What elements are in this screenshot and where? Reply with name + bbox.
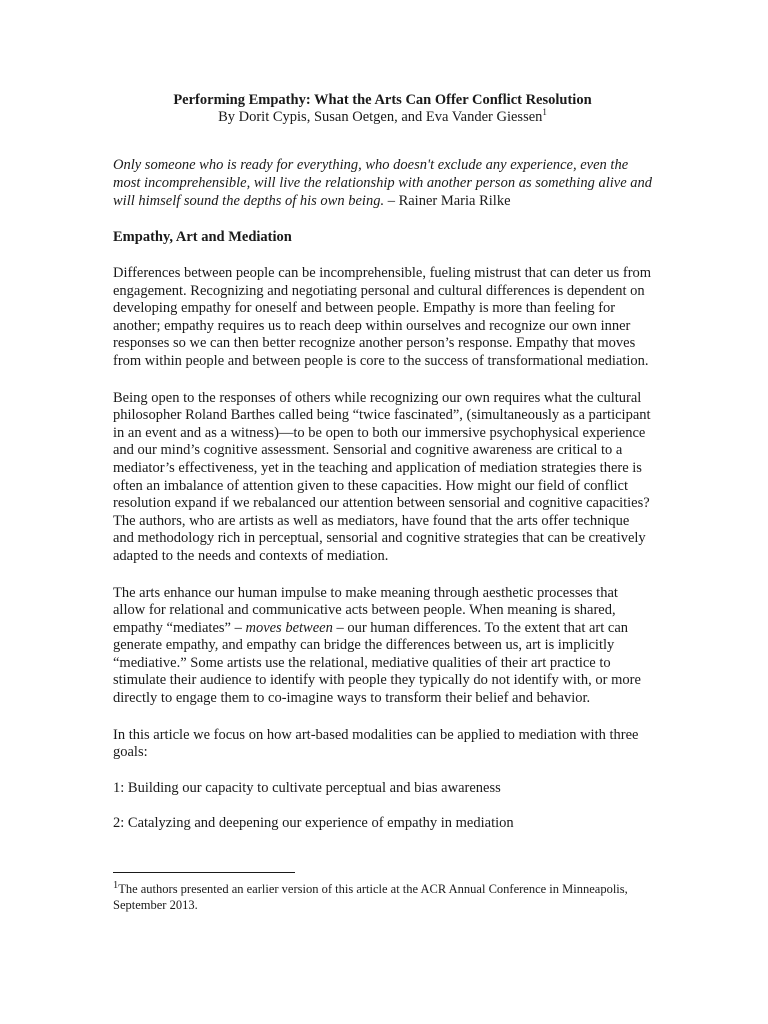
footnote-text: The authors presented an earlier version of this article at the ACR Annual Conference in Minneapolis, September 2013. xyxy=(113,882,628,913)
paragraph-3-text: The arts enhance our human impulse to make meaning through aesthetic processes that allow for relational and communicative acts between people. When meaning is shared, empathy “mediates” – xyxy=(113,584,618,636)
epigraph-quote: Only someone who is ready for everything, who doesn't exclude any experience, even the most incomprehensible, will live the relationship with another person as something alive and will himself sound the depths of his own being. xyxy=(113,157,652,209)
paragraph-4: In this article we focus on how art-based modalities can be applied to mediation with three goals: xyxy=(113,726,639,761)
byline-authors: By Dorit Cypis, Susan Oetgen, and Eva Vander Giessen xyxy=(218,109,543,125)
paragraph-3-text-cont: – our human differences. To the extent that art can generate empathy, and empathy can bridge the differences between us, art is implicitly “mediative.” Some artists use the relational, mediative qualities of their art practice to stimulate their audience to identify with people they typically do not identify with, or more directly to engage them to co-imagine ways to transform their belief and behavior. xyxy=(113,619,641,707)
goal-item: 2: Catalyzing and deepening our experience of empathy in mediation xyxy=(113,815,514,832)
document-title: Performing Empathy: What the Arts Can Offer Conflict Resolution xyxy=(173,92,592,108)
section-heading: Empathy, Art and Mediation xyxy=(113,229,292,245)
goal-item: 1: Building our capacity to cultivate perceptual and bias awareness xyxy=(113,779,501,796)
epigraph-attribution: – Rainer Maria Rilke xyxy=(384,193,511,209)
paragraph-2: Being open to the responses of others while recognizing our own requires what the cultural philosopher Roland Barthes called being “twice fascinated”, (simultaneously as a participant in an event and as a witness)—to be open to both our immersive psychophysical experience and our mind’s cognitive assessment. Sensorial and cognitive awareness are critical to a mediator’s effectiveness, yet in the teaching and application of mediation strategies there is often an imbalance of attention given to these capacities. How might our field of conflict resolution expand if we rebalanced our attention between sensorial and cognitive capacities? The authors, who are artists as well as mediators, have found that the arts offer technique and methodology rich in perceptual, sensorial and cognitive strategies that can be creatively adapted to the needs and contexts of mediation. xyxy=(113,389,651,564)
footnote-marker: 1 xyxy=(542,107,547,118)
paragraph-3 xyxy=(113,585,652,708)
paragraph-1: Differences between people can be incomprehensible, fueling mistrust that can deter us from engagement. Recognizing and negotiating personal and cultural differences is dependent on developing empathy for oneself and between people. Empathy is more than feeling for another; empathy requires us to reach deep within ourselves and recognize our own inner responses so we can then better recognize another person’s response. Empathy that moves from within people and between people is core to the success of transformational mediation. xyxy=(113,265,652,369)
byline xyxy=(113,109,652,126)
footnote-marker: 1 xyxy=(113,880,119,891)
footnote xyxy=(113,878,633,913)
footnote-rule xyxy=(113,872,295,873)
epigraph xyxy=(113,156,652,210)
paragraph-3-emphasis: moves between xyxy=(245,619,333,636)
